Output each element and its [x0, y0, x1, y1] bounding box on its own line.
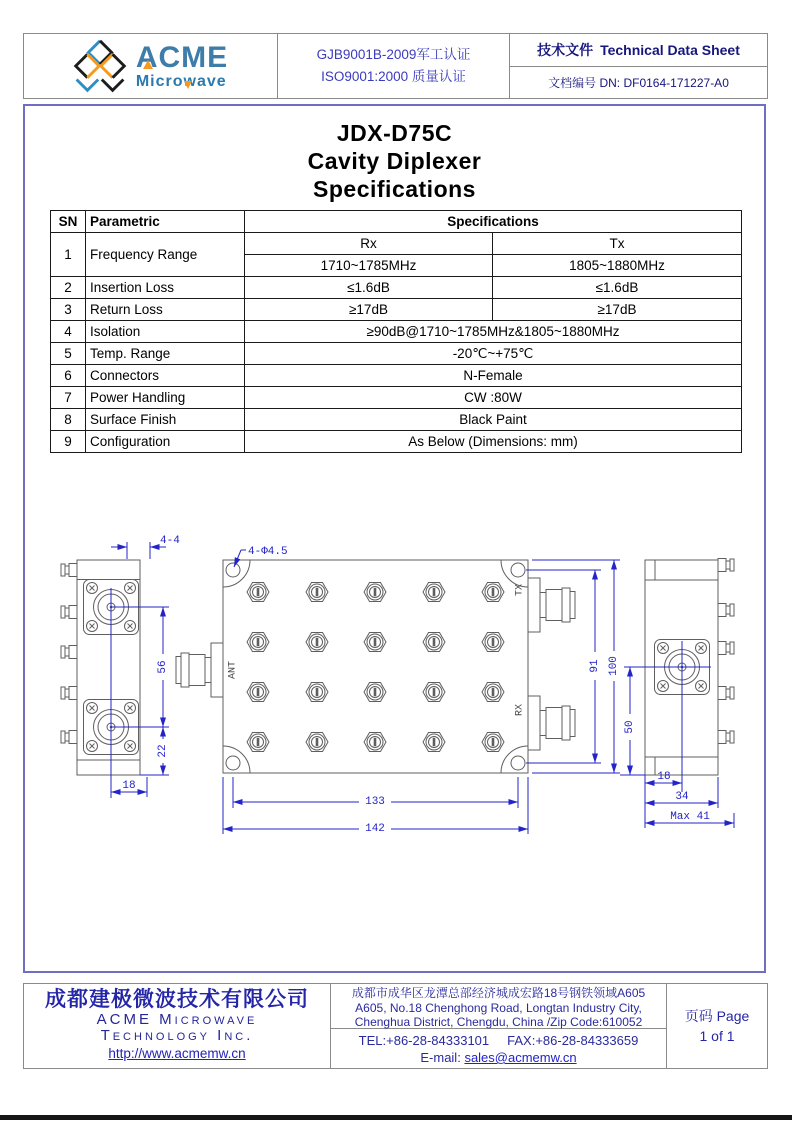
dim-label: 133: [365, 796, 385, 808]
col-parametric: Parametric: [86, 211, 245, 233]
dim-label: 18: [657, 771, 671, 783]
tuning-screw: [61, 687, 77, 700]
tx-port-label: TX: [514, 583, 526, 597]
table-row: [51, 365, 742, 387]
tuning-screw: [718, 604, 734, 617]
technical-drawing: [23, 520, 770, 850]
dim-label: 100: [608, 656, 620, 676]
address-en-2: Chenghua District, Chengdu, China /Zip Code:610052: [354, 1015, 643, 1029]
hole-callout: 4-Φ4.5: [248, 546, 288, 558]
tuning-screw: [482, 683, 504, 702]
tuning-screw: [718, 731, 734, 744]
dim-label: 22: [157, 744, 169, 758]
tuning-screw: [247, 733, 269, 752]
cell-parametric: Return Loss: [86, 299, 245, 321]
tuning-screw: [718, 687, 734, 700]
col-specifications: Specifications: [245, 211, 742, 233]
mounting-hole: [511, 756, 525, 770]
table-row: [51, 431, 742, 453]
tuning-screw: [306, 683, 328, 702]
cell-tx-value: 1805~1880MHz: [493, 255, 742, 277]
cell-parametric: Isolation: [86, 321, 245, 343]
cell-parametric: Insertion Loss: [86, 277, 245, 299]
company-name-en-1: ACME Microwave: [96, 1011, 258, 1028]
cell-parametric: Surface Finish: [86, 409, 245, 431]
cell-sn: 8: [51, 409, 86, 431]
tuning-screw: [482, 733, 504, 752]
table-row: [51, 299, 742, 321]
table-row: [51, 343, 742, 365]
doc-type-en: Technical Data Sheet: [600, 42, 740, 58]
cell-rx-value: 1710~1785MHz: [245, 255, 493, 277]
website-link[interactable]: http://www.acmemw.cn: [108, 1046, 246, 1061]
footer-contact: [330, 984, 667, 1068]
title-product: Cavity Diplexer: [307, 148, 482, 174]
tel: TEL:+86-28-84333101: [358, 1033, 490, 1048]
bottom-edge-bar: [0, 1115, 792, 1120]
tuning-screw: [306, 583, 328, 602]
cell-tx-label: Tx: [493, 233, 742, 255]
address-block: [331, 984, 666, 1029]
tuning-screw: [482, 583, 504, 602]
tuning-screw: [364, 733, 386, 752]
cell-value: ≥90dB@1710~1785MHz&1805~1880MHz: [245, 321, 742, 343]
logo-subname: Microwave: [135, 72, 227, 90]
rx-connector: [528, 696, 575, 750]
header: [23, 33, 768, 99]
tuning-screw: [247, 583, 269, 602]
table-header-row: [51, 211, 742, 233]
dim-label: 56: [157, 660, 169, 674]
cell-value: N-Female: [245, 365, 742, 387]
doc-type-cn: 技术文件: [537, 42, 594, 58]
certifications: [277, 34, 509, 98]
tuning-screw: [247, 633, 269, 652]
address-cn: 成都市成华区龙潭总部经济城成宏路18号钢铁领域A605: [351, 986, 646, 1000]
tuning-screw: [718, 642, 734, 655]
cell-parametric: Configuration: [86, 431, 245, 453]
cell-sn: 4: [51, 321, 86, 343]
dim-label: 50: [624, 720, 636, 734]
cell-parametric: Power Handling: [86, 387, 245, 409]
ant-connector: [176, 643, 223, 697]
table-row: [51, 321, 742, 343]
tuning-screw: [364, 583, 386, 602]
tuning-screw: [423, 633, 445, 652]
cell-value: As Below (Dimensions: mm): [245, 431, 742, 453]
cell-sn: 5: [51, 343, 86, 365]
col-sn: SN: [51, 211, 86, 233]
cell-parametric: Connectors: [86, 365, 245, 387]
doc-number: 文档编号 DN: DF0164-171227-A0: [548, 76, 729, 90]
cell-tx: ≤1.6dB: [493, 277, 742, 299]
dim-label: 34: [675, 791, 689, 803]
logo-text: [135, 40, 229, 90]
cell-value: CW :80W: [245, 387, 742, 409]
specifications-table: [50, 210, 742, 453]
tuning-screw: [306, 633, 328, 652]
tuning-screw: [482, 633, 504, 652]
table-row: [51, 409, 742, 431]
table-row: [51, 233, 742, 255]
footer: [23, 983, 768, 1069]
cell-rx-label: Rx: [245, 233, 493, 255]
email-label: E-mail:: [420, 1050, 461, 1065]
cell-parametric: Frequency Range: [86, 233, 245, 277]
tuning-screw: [61, 646, 77, 659]
dim-label: 18: [122, 780, 136, 792]
cell-sn: 2: [51, 277, 86, 299]
table-row: [51, 387, 742, 409]
dim-label: Max 41: [670, 811, 710, 823]
page-label: 页码 Page: [684, 1008, 750, 1024]
tuning-screw: [61, 564, 77, 577]
title-doc: Specifications: [313, 176, 476, 202]
company-name-cn: 成都建极微波技术有限公司: [45, 988, 309, 1011]
acme-logo-icon: [73, 37, 127, 95]
title-model: JDX-D75C: [336, 120, 453, 146]
cell-rx: ≤1.6dB: [245, 277, 493, 299]
ant-port-label: ANT: [227, 660, 239, 680]
left-side-view: [61, 560, 140, 775]
cell-sn: 7: [51, 387, 86, 409]
tuning-screw: [423, 733, 445, 752]
tuning-screw: [247, 683, 269, 702]
footer-company: [24, 984, 330, 1068]
page-value: 1 of 1: [699, 1028, 735, 1044]
logo-w-triangle-icon: [184, 81, 192, 89]
mounting-hole: [226, 756, 240, 770]
cell-value: -20℃~+75℃: [245, 343, 742, 365]
email-link[interactable]: sales@acmemw.cn: [464, 1050, 577, 1065]
cell-sn: 9: [51, 431, 86, 453]
cell-tx: ≥17dB: [493, 299, 742, 321]
cell-sn: 1: [51, 233, 86, 277]
page-title: [25, 119, 764, 203]
logo-a-triangle-icon: [143, 60, 153, 69]
table-row: [51, 277, 742, 299]
mounting-hole: [226, 563, 240, 577]
cell-rx: ≥17dB: [245, 299, 493, 321]
cell-value: Black Paint: [245, 409, 742, 431]
rx-port-label: RX: [514, 703, 526, 717]
doc-type: [510, 34, 767, 67]
phone-block: [331, 1029, 666, 1068]
dim-label: 142: [365, 823, 385, 835]
cell-sn: 6: [51, 365, 86, 387]
page-number-block: [667, 984, 767, 1068]
tuning-screw: [364, 683, 386, 702]
address-en-1: A605, No.18 Chenghong Road, Longtan Industry City,: [355, 1000, 642, 1015]
tx-connector: [528, 578, 575, 632]
company-name-en-2: Technology Inc.: [100, 1027, 254, 1044]
fax: FAX:+86-28-84333659: [507, 1033, 639, 1048]
header-right: [509, 34, 767, 98]
cell-sn: 3: [51, 299, 86, 321]
tuning-screw: [364, 633, 386, 652]
cert-line-2: ISO9001:2000 质量认证: [321, 69, 466, 84]
company-logo: [24, 34, 277, 98]
cert-line-1: GJB9001B-2009军工认证: [316, 47, 471, 62]
dim-label: 4-4: [160, 535, 180, 547]
cell-parametric: Temp. Range: [86, 343, 245, 365]
tuning-screw: [423, 583, 445, 602]
dim-label: 91: [589, 659, 601, 673]
tuning-screw: [306, 733, 328, 752]
tuning-screw: [718, 559, 734, 572]
tuning-screw: [61, 731, 77, 744]
tuning-screw: [423, 683, 445, 702]
tuning-screw: [61, 606, 77, 619]
logo-name: ACME: [135, 40, 229, 74]
mounting-hole: [511, 563, 525, 577]
